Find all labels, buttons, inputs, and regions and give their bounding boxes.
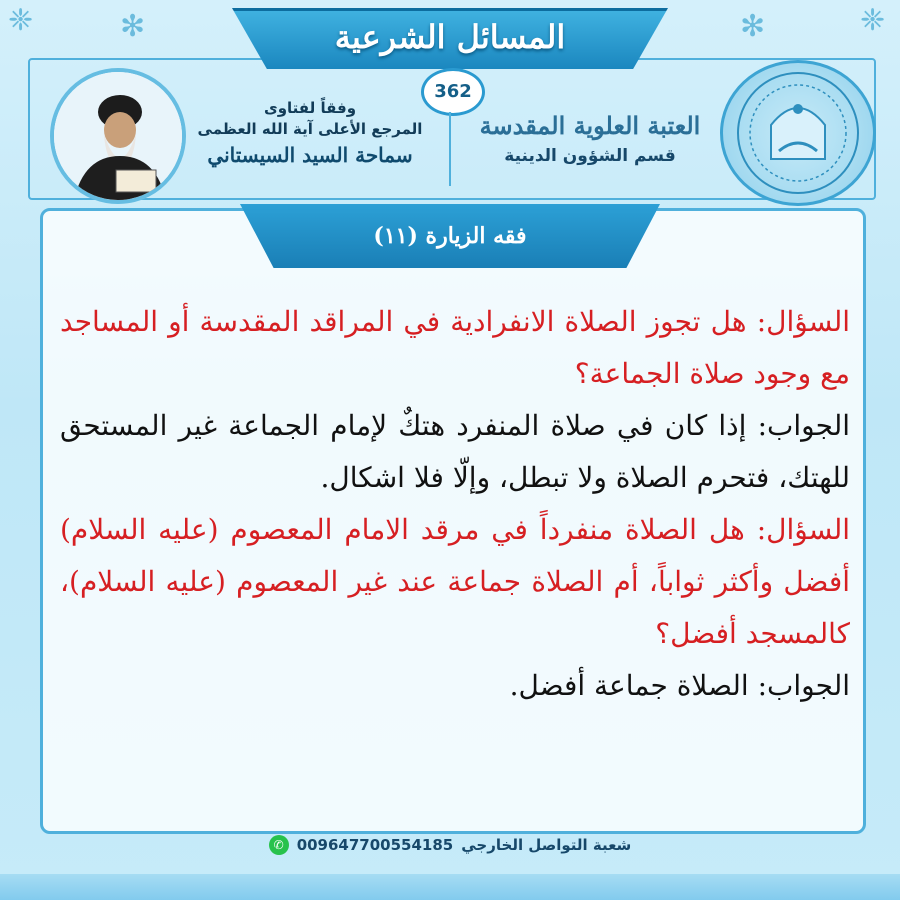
shrine-department: قسم الشؤون الدينية [504, 146, 676, 166]
issue-number-badge: 362 [421, 68, 485, 116]
marja-name: سماحة السيد السيستاني [207, 143, 413, 167]
header-divider [449, 112, 451, 186]
answer-label: الجواب: [757, 409, 850, 442]
portrait-image [54, 72, 182, 200]
shrine-attribution [470, 108, 710, 168]
marja-title: المرجع الأعلى آية الله العظمى [197, 120, 423, 138]
answer-label: الجواب: [757, 669, 850, 702]
ornament-icon: ❈ [8, 3, 34, 38]
emblem-icon [723, 63, 873, 203]
ornament-icon: ❈ [860, 3, 886, 38]
whatsapp-icon[interactable]: ✆ [269, 835, 289, 855]
shrine-name: العتبة العلوية المقدسة [479, 111, 701, 140]
question-text: هل تجوز الصلاة الانفرادية في المراقد المقدسة أو المساجد مع وجود صلاة الجماعة؟ [60, 305, 850, 390]
footer-contact [0, 834, 900, 874]
answer-text: إذا كان في صلاة المنفرد هتكٌ لإمام الجماعة غير المستحق للهتك، فتحرم الصلاة ولا تبطل، وإلّا فلا اشكال. [60, 409, 850, 494]
bottom-decoration [0, 874, 900, 900]
question-label: السؤال: [756, 305, 850, 338]
section-subtitle: فقه الزيارة (١١) [373, 223, 527, 249]
ornament-icon: ✻ [740, 9, 766, 44]
question-text: هل الصلاة منفرداً في مرقد الامام المعصوم (عليه السلام) أفضل وأكثر ثواباً، أم الصلاة جماعة عند غير المعصوم (عليه السلام)، كالمسجد أفضل؟ [60, 513, 850, 650]
contact-phone[interactable]: 009647700554185 [296, 836, 454, 854]
fatwa-intro: وفقاً لفتاوى [263, 99, 357, 117]
question-label: السؤال: [756, 513, 850, 546]
answer-text: الصلاة جماعة أفضل. [509, 669, 749, 702]
fatwa-attribution [190, 98, 430, 170]
shrine-emblem-logo [720, 60, 876, 206]
qa-body [60, 296, 850, 712]
contact-label: شعبة التواصل الخارجي [461, 836, 632, 854]
scholar-portrait [50, 68, 186, 204]
page-title: المسائل الشرعية [334, 18, 566, 56]
ornament-icon: ✻ [120, 9, 146, 44]
